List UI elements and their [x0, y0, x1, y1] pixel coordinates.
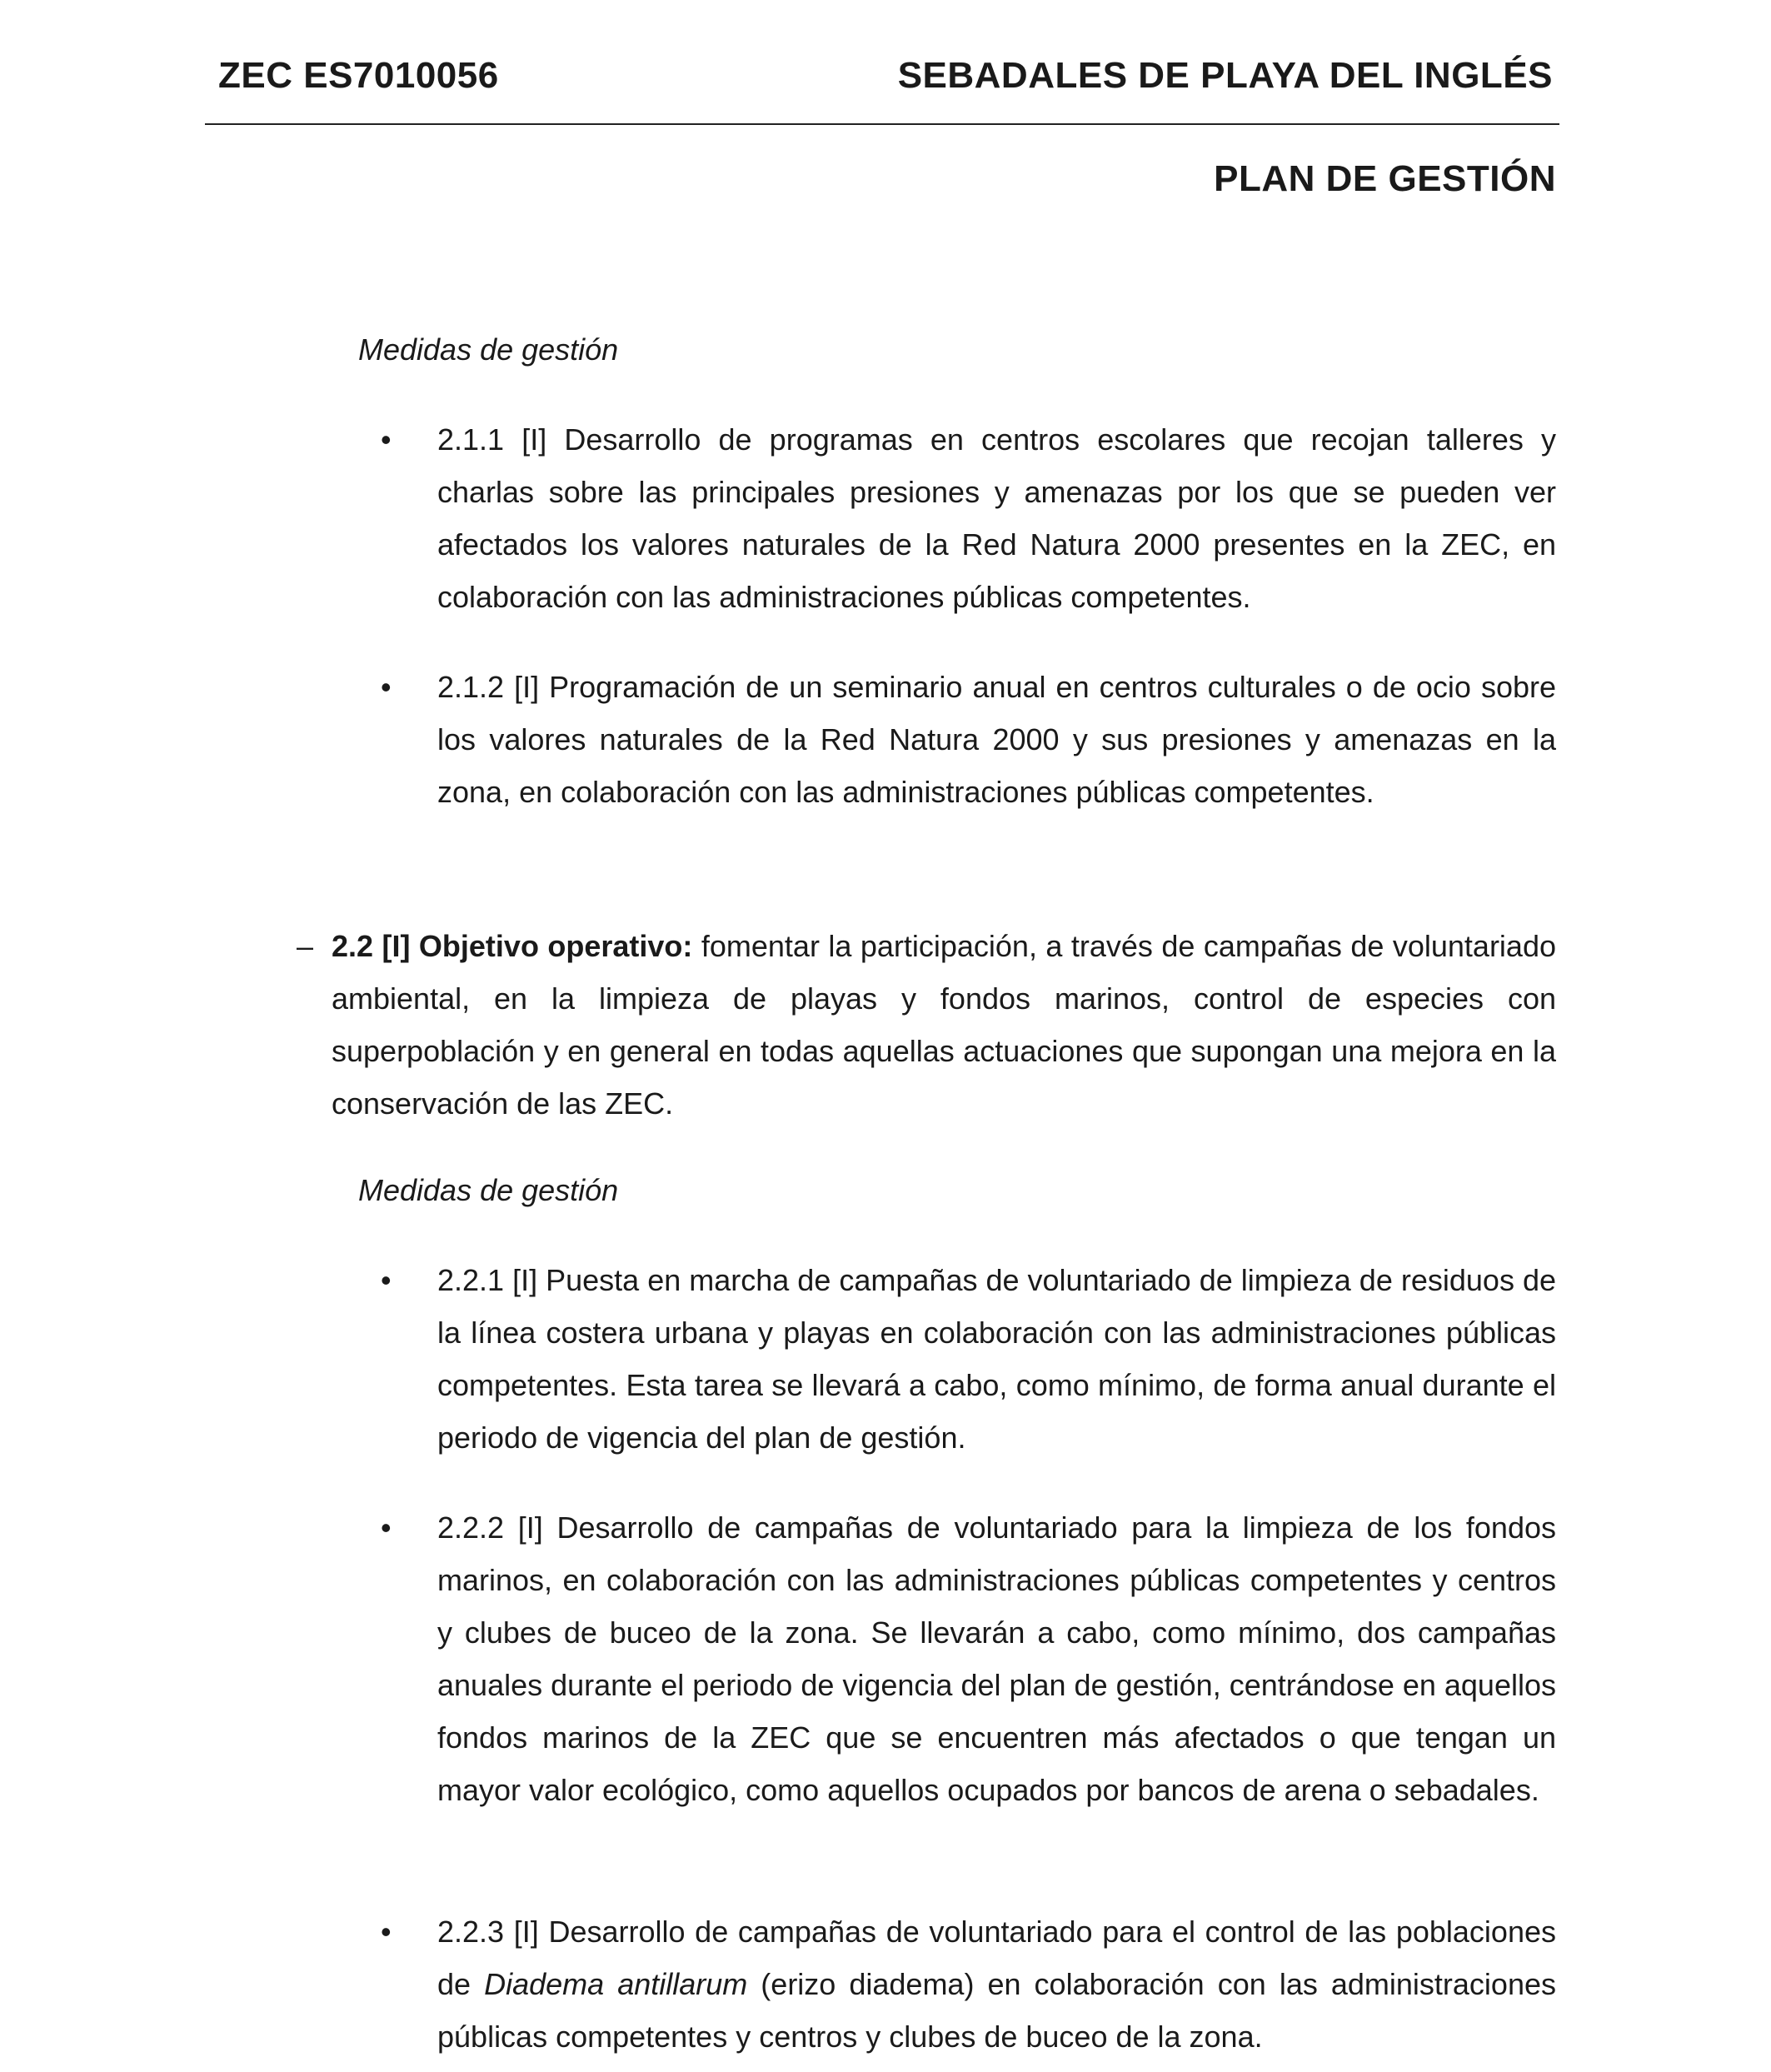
- medidas-gestion-title-2-2: Medidas de gestión: [358, 1173, 619, 1207]
- list-item-2-2-3: [381, 1905, 1556, 2063]
- list-item-2-2-1: [381, 1254, 1556, 1464]
- list-item-text: 2.1.2 [I] Programación de un seminario anual en centros culturales o de ocio sobre los valores naturales de la Red Natura 2000 y sus presiones y amenazas en la zona, en colaboración con las administraciones públicas competentes.: [437, 670, 1556, 809]
- list-item-2-1-2: [381, 661, 1556, 818]
- header-plan-title: PLAN DE GESTIÓN: [1214, 158, 1556, 199]
- medidas-gestion-title-2-1: Medidas de gestión: [358, 332, 619, 367]
- bullet-icon: •: [381, 1915, 392, 1949]
- header-site-name: SEBADALES DE PLAYA DEL INGLÉS: [897, 55, 1553, 96]
- list-item-2-2-2: [381, 1501, 1556, 1816]
- header-zec-code: ZEC ES7010056: [218, 55, 499, 96]
- bullet-icon: •: [381, 1510, 392, 1545]
- list-item-text: 2.2.2 [I] Desarrollo de campañas de voluntariado para la limpieza de los fondos marinos, en colaboración con las administraciones públicas competentes y centros y clubes de buceo de la zona. Se llevarán a cabo, como mínimo, dos campañas anuales durante el periodo de vigencia del plan de gestión, centrándose en aquellos fondos marinos de la ZEC que se encuentren más afectados o que tengan un mayor valor ecológico, como aquellos ocupados por bancos de arena o sebadales.: [437, 1510, 1556, 1807]
- list-item-text-before: 2.2.3 [I] Desarrollo de campañas de voluntariado para el control de las poblaciones de: [437, 1915, 1556, 2001]
- page-header: [205, 50, 1559, 125]
- objective-text: fomentar la participación, a través de campañas de voluntariado ambiental, en la limpieza de playas y fondos marinos, control de especies con superpoblación y en general en todas aquellas actuaciones que supongan una mejora en la conservación de las ZEC.: [332, 929, 1556, 1121]
- bullet-icon: •: [381, 670, 392, 704]
- dash-marker: –: [297, 929, 314, 963]
- species-name: Diadema antillarum: [484, 1967, 748, 2001]
- list-item-2-1-1: [381, 413, 1556, 623]
- objective-2-2: [297, 920, 1556, 1130]
- bullet-icon: •: [381, 422, 392, 457]
- list-item-text-after: (erizo diadema) en colaboración con las administraciones públicas competentes y centros y clubes de buceo de la zona.: [437, 1967, 1556, 2054]
- list-item-text: 2.1.1 [I] Desarrollo de programas en centros escolares que recojan talleres y charlas sobre las principales presiones y amenazas por los que se pueden ver afectados los valores naturales de la Red Natura 2000 presentes en la ZEC, en colaboración con las administraciones públicas competentes.: [437, 422, 1556, 614]
- list-item-text: 2.2.1 [I] Puesta en marcha de campañas de voluntariado de limpieza de residuos de la línea costera urbana y playas en colaboración con las administraciones públicas competentes. Esta tarea se llevará a cabo, como mínimo, de forma anual durante el periodo de vigencia del plan de gestión.: [437, 1263, 1556, 1455]
- bullet-icon: •: [381, 1263, 392, 1297]
- objective-label: 2.2 [I] Objetivo operativo:: [332, 929, 693, 963]
